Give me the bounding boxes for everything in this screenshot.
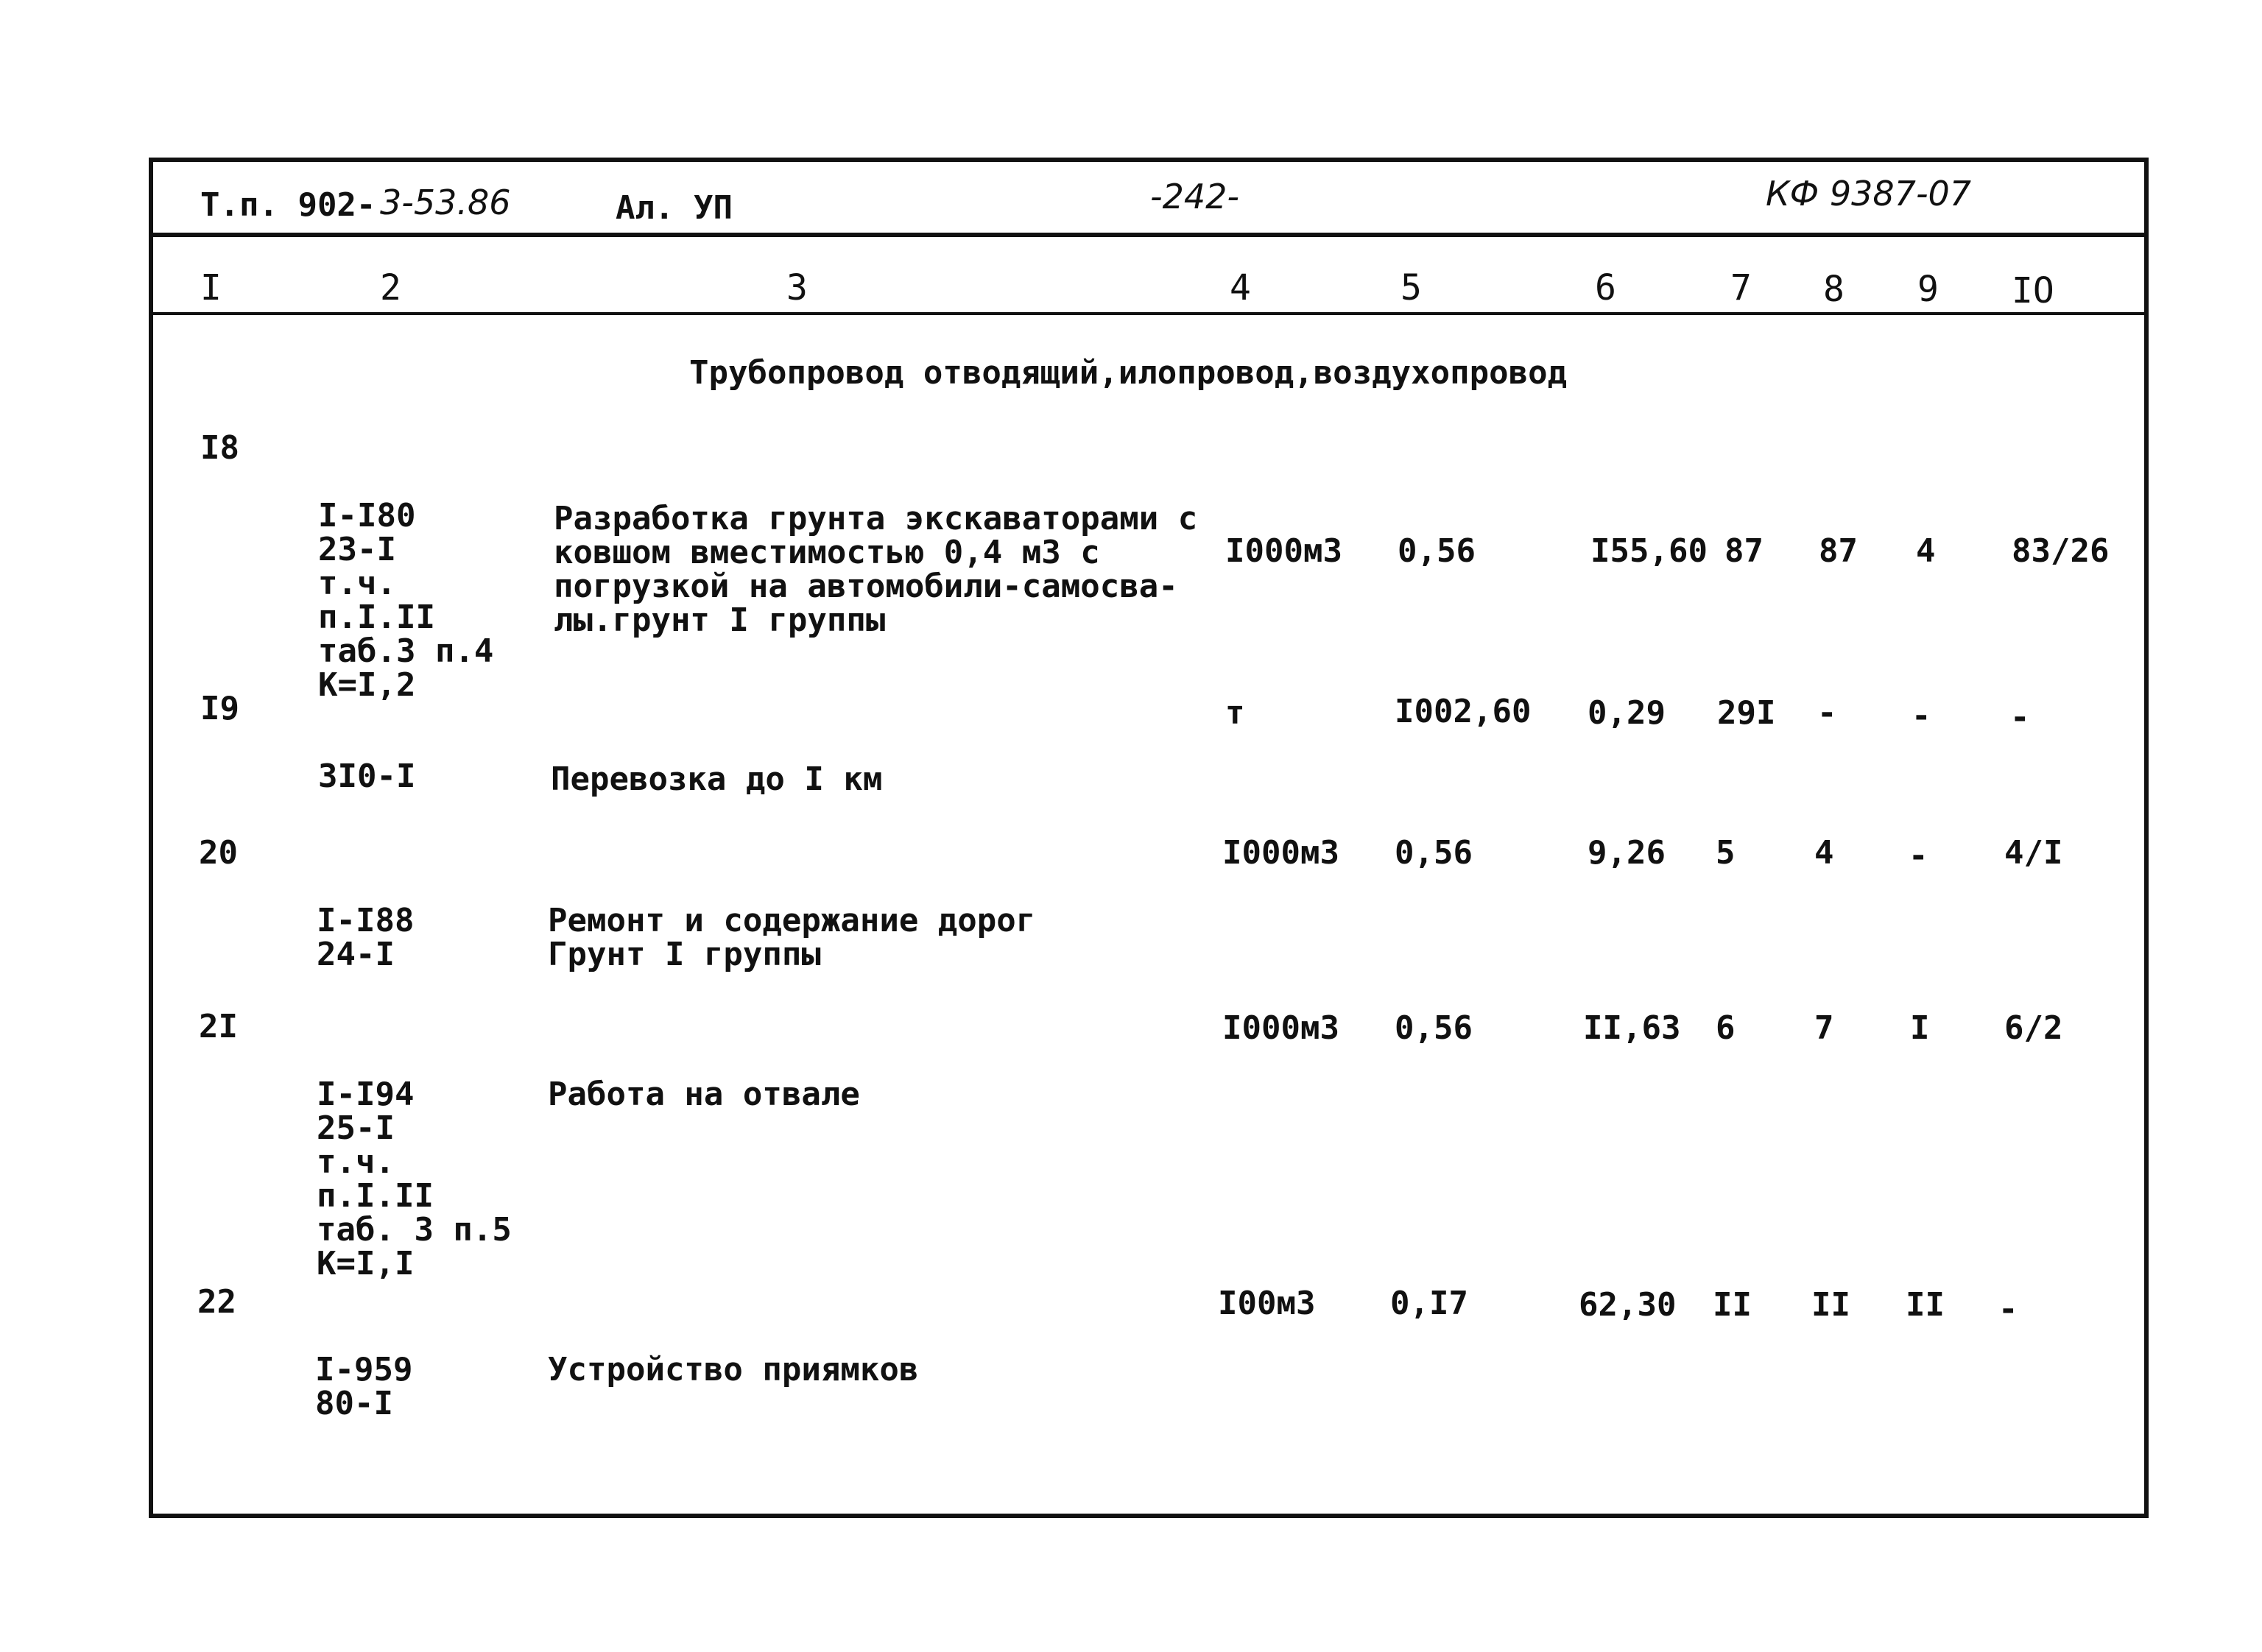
row-col9: II <box>1906 1286 1945 1324</box>
row-description: Работа на отвале <box>548 1076 860 1113</box>
column-header-2: 2 <box>380 267 401 308</box>
row-code: 3I0-I <box>318 758 416 795</box>
row-col9: - <box>1909 837 1928 875</box>
row-col8: 87 <box>1819 532 1858 570</box>
column-header-7: 7 <box>1730 267 1752 308</box>
header-divider <box>149 233 2149 237</box>
row-number: I9 <box>200 690 239 727</box>
row-col10: - <box>2010 699 2030 736</box>
row-unit: I000м3 <box>1222 834 1339 872</box>
column-header-5: 5 <box>1400 267 1422 308</box>
row-quantity: 0,56 <box>1395 1009 1473 1047</box>
row-col9: 4 <box>1916 532 1936 570</box>
row-col6: 9,26 <box>1588 834 1666 872</box>
row-col8: II <box>1811 1286 1850 1324</box>
row-description: Устройство приямков <box>548 1351 919 1388</box>
row-col8: 7 <box>1814 1009 1834 1047</box>
row-description: Разработка грунта экскаваторами с ковшом вместимостью 0,4 м3 с погрузкой на автомобили-самосва- лы.грунт I группы <box>554 500 1198 639</box>
document-code: КФ 9387-07 <box>1766 174 1972 213</box>
row-description: Перевозка до I км <box>551 760 883 798</box>
tp-prefix: Т.п. 902- <box>200 186 376 224</box>
row-code: I-I88 24-I <box>317 902 415 973</box>
row-code: I-959 80-I <box>315 1351 413 1422</box>
row-col10: 4/I <box>2004 834 2063 872</box>
row-col7: 5 <box>1716 834 1736 872</box>
row-col9: I <box>1910 1009 1930 1047</box>
column-header-divider <box>149 312 2149 315</box>
row-number: 22 <box>197 1283 236 1321</box>
page-number: -242- <box>1150 177 1239 216</box>
column-header-4: 4 <box>1230 267 1251 308</box>
column-header-6: 6 <box>1595 267 1616 308</box>
row-col6: 0,29 <box>1588 694 1666 732</box>
row-col9: - <box>1912 697 1931 735</box>
row-quantity: I002,60 <box>1395 693 1532 730</box>
row-unit: I00м3 <box>1218 1285 1316 1322</box>
row-quantity: 0,I7 <box>1390 1285 1468 1322</box>
tp-number-handwritten: 3-53.86 <box>380 183 511 222</box>
row-number: 20 <box>199 834 238 872</box>
row-col8: 4 <box>1814 834 1834 872</box>
row-col10: 83/26 <box>2012 532 2110 570</box>
row-col8: - <box>1817 694 1837 732</box>
row-col6: II,63 <box>1583 1009 1681 1047</box>
row-col6: I55,60 <box>1590 532 1708 570</box>
column-header-10: IO <box>2012 270 2054 311</box>
column-header-1: I <box>200 267 222 308</box>
row-code: I-I80 23-I т.ч. п.I.II таб.3 п.4 К=I,2 <box>318 497 494 704</box>
row-unit: т <box>1225 694 1245 732</box>
row-col7: II <box>1713 1286 1752 1324</box>
row-col7: 29I <box>1717 694 1776 732</box>
row-col7: 6 <box>1716 1009 1736 1047</box>
column-header-8: 8 <box>1823 269 1845 310</box>
column-header-9: 9 <box>1917 269 1939 310</box>
row-col6: 62,30 <box>1579 1286 1677 1324</box>
column-header-3: 3 <box>786 267 808 308</box>
album-label: Ал. УП <box>616 189 733 227</box>
row-col7: 87 <box>1724 532 1764 570</box>
row-quantity: 0,56 <box>1398 532 1476 570</box>
row-number: 2I <box>199 1008 238 1045</box>
row-unit: I000м3 <box>1222 1009 1339 1047</box>
row-code: I-I94 25-I т.ч. п.I.II таб. 3 п.5 К=I,I <box>317 1076 512 1282</box>
row-col10: 6/2 <box>2004 1009 2063 1047</box>
row-description: Ремонт и содержание дорог Грунт I группы <box>548 902 1036 973</box>
section-title: Трубопровод отводящий,илопровод,воздухопровод <box>689 354 1568 392</box>
row-col10: - <box>1998 1291 2018 1328</box>
row-number: I8 <box>200 429 239 467</box>
row-unit: I000м3 <box>1225 532 1342 570</box>
row-quantity: 0,56 <box>1395 834 1473 872</box>
